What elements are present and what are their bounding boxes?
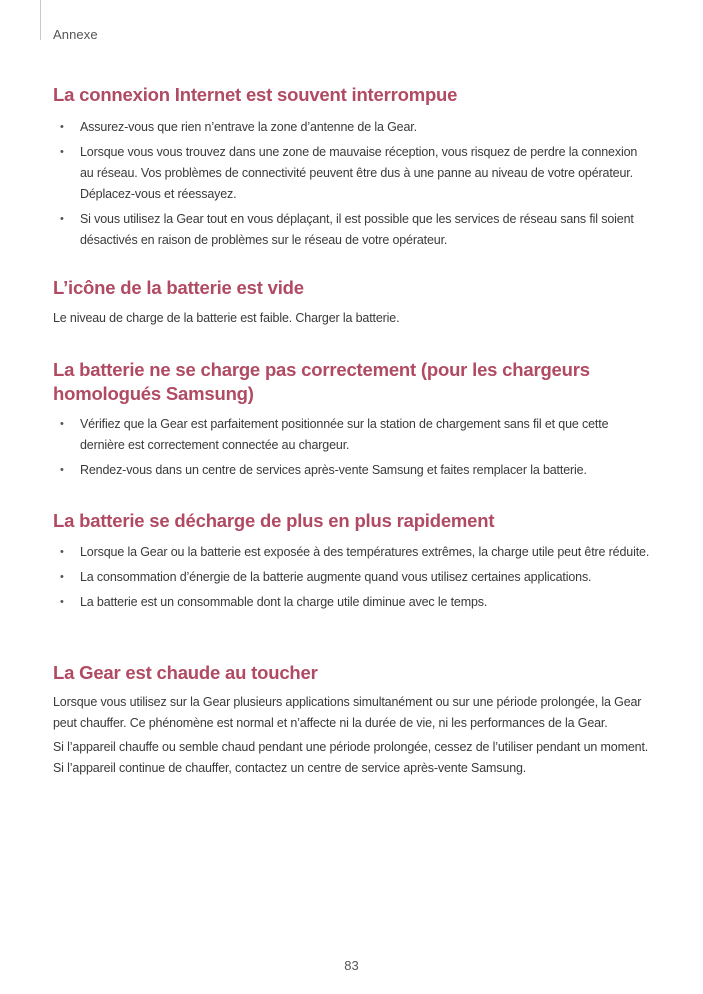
list-item-text: Rendez-vous dans un centre de services après-vente Samsung et faites remplacer la batterie. xyxy=(80,463,587,477)
bullet-icon: • xyxy=(60,213,64,225)
list-item xyxy=(53,209,653,251)
section-paragraph: Si l’appareil chauffe ou semble chaud pendant une période prolongée, cessez de l’utiliser pendant un moment. Si l’appareil continue de chauffer, contactez un centre de service après-vente Samsung. xyxy=(53,740,649,775)
list-item xyxy=(53,592,653,613)
margin-rule xyxy=(40,0,41,40)
bullet-icon: • xyxy=(60,596,64,608)
list-item-text: Si vous utilisez la Gear tout en vous déplaçant, il est possible que les services de réseau sans fil soient désactivés en raison de problèmes sur le réseau de votre opérateur. xyxy=(80,212,634,247)
bullet-icon: • xyxy=(60,418,64,430)
section-battery-not-charging xyxy=(53,358,653,485)
section-gear-hot xyxy=(53,661,653,779)
list-item xyxy=(53,117,653,138)
section-title: La Gear est chaude au toucher xyxy=(53,662,318,683)
bullet-list xyxy=(53,117,653,251)
section-battery-icon-empty xyxy=(53,276,653,329)
bullet-icon: • xyxy=(60,146,64,158)
list-item xyxy=(53,414,653,456)
section-title: La batterie se décharge de plus en plus rapidement xyxy=(53,510,495,531)
page-number: 83 xyxy=(344,958,359,973)
bullet-icon: • xyxy=(60,121,64,133)
list-item-text: Assurez-vous que rien n’entrave la zone d’antenne de la Gear. xyxy=(80,120,417,134)
list-item-text: La consommation d’énergie de la batterie augmente quand vous utilisez certaines applications. xyxy=(80,570,592,584)
list-item xyxy=(53,567,653,588)
bullet-list xyxy=(53,414,653,481)
section-paragraph: Le niveau de charge de la batterie est faible. Charger la batterie. xyxy=(53,311,400,325)
section-title: La connexion Internet est souvent interrompue xyxy=(53,84,458,105)
list-item-text: Vérifiez que la Gear est parfaitement positionnée sur la station de chargement sans fil et que cette dernière est correctement connectée au chargeur. xyxy=(80,417,609,452)
running-head: Annexe xyxy=(53,27,98,42)
bullet-icon: • xyxy=(60,464,64,476)
list-item xyxy=(53,142,653,205)
list-item-text: La batterie est un consommable dont la charge utile diminue avec le temps. xyxy=(80,595,488,609)
bullet-icon: • xyxy=(60,546,64,558)
bullet-icon: • xyxy=(60,571,64,583)
list-item-text: Lorsque la Gear ou la batterie est exposée à des températures extrêmes, la charge utile peut être réduite. xyxy=(80,545,650,559)
list-item xyxy=(53,542,653,563)
list-item xyxy=(53,460,653,481)
section-internet-connection xyxy=(53,83,653,255)
section-title: La batterie ne se charge pas correctement (pour les chargeurs homologués Samsung) xyxy=(53,359,590,404)
section-battery-draining xyxy=(53,509,653,617)
section-title: L’icône de la batterie est vide xyxy=(53,277,304,298)
section-paragraph: Lorsque vous utilisez sur la Gear plusieurs applications simultanément ou sur une période prolongée, la Gear peut chauffer. Ce phénomène est normal et n’affecte ni la durée de vie, ni les performances de la Gear. xyxy=(53,695,642,730)
list-item-text: Lorsque vous vous trouvez dans une zone de mauvaise réception, vous risquez de perdre la connexion au réseau. Vos problèmes de connectivité peuvent être dus à une panne au niveau de votre opérateur. Déplacez-vous et réessayez. xyxy=(80,145,638,201)
bullet-list xyxy=(53,542,653,613)
